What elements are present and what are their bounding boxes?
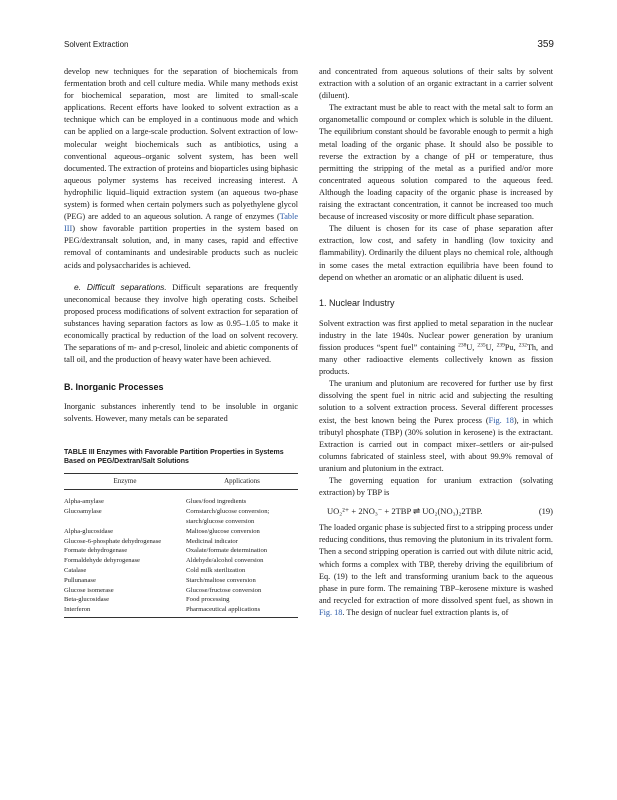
paragraph-text: develop new techniques for the separation of biochemicals from fermentation broth and cell culture media. While many methods exist for biochemical separation, most are limited to small-scale applications. Recent efforts have looked to solvent extraction as a technique which can be employed in a continuous mode and which can be applied on a large-scale production. Solvent extraction of low-molecular weight biochemicals such as antibiotics, using a conventional aqueous–organic solvent system, has been well documented. The extraction of proteins and bioparticles using biphasic aqueous polymer systems has received increasing interest. A hydrophilic liquid–liquid extraction system (an aqueous two-phase system) is formed when certain polymers such as polyethylene glycol (PEG) are added to an aqueous solution. A range of enzymes (	[64, 67, 298, 222]
table-cell: Catalase	[64, 566, 87, 574]
table-cell: Cold milk sterilization	[186, 566, 246, 574]
table-row	[64, 566, 298, 576]
isotope-symbol: U,	[466, 342, 478, 352]
paragraph: The governing equation for uranium extraction (solvating extraction) by TBP is	[319, 476, 553, 498]
subsection-heading: 1. Nuclear Industry	[319, 297, 395, 308]
table-cell: Alpha-glucosidase	[64, 527, 114, 535]
left-column	[64, 66, 298, 618]
table-cell: Food processing	[186, 596, 230, 604]
paragraph	[64, 281, 298, 367]
table-cell: Oxalate/formate determination	[186, 547, 268, 555]
paragraph-text: Th, and many other radioactive elements collectively known as fission products.	[319, 342, 553, 377]
table-cell: Glucose/fructose conversion	[186, 586, 262, 594]
table-row	[64, 586, 298, 596]
section-heading: B. Inorganic Processes	[64, 382, 164, 393]
paragraph	[319, 318, 553, 378]
paragraph-text: ), in which tributyl phosphate (TBP) (30% solution in kerosene) is the extractant. Extraction is carried out in compact mixer–settlers or air-pulsed columns fabricated of stainless steel, with about 99.9% removal of uranium and plutonium in the extract.	[319, 415, 553, 473]
equation-number: (19)	[538, 506, 553, 517]
fig-18-link[interactable]: Fig. 18	[319, 607, 343, 617]
table-cell: Starch/maltose conversion	[186, 576, 256, 584]
table-cell: Glucose isomerase	[64, 586, 114, 594]
paragraph: The diluent is chosen for its case of phase separation after extraction, low cost, and safety in handling (low toxicity and flammability). Ordinarily the diluent plays no chemical role, although in some cases the metal extraction equilibria have been found to depend on whether an aromatic or an aliphatic diluent is used.	[319, 224, 553, 282]
paragraph	[319, 522, 553, 619]
table-row	[64, 527, 298, 537]
paragraph: The extractant must be able to react with the metal salt to form an organometallic compound or complex which is soluble in the diluent. The equilibrium constant should be favorable enough to permit a high metal loading of the organic phase. It should also be possible to reverse the extraction by a change of pH or temperature, thus permitting the stripping of the metal as a purified and/or more concentrated aqueous solution compared to the aqueous feed. Although the loading capacity of the organic phase is increased by raising the extractant concentration, it cannot be increased too much because of increased viscosity or more difficult phase separation.	[319, 103, 553, 222]
table-header: Applications	[186, 473, 298, 490]
paragraph: Inorganic substances inherently tend to be insoluble in organic solvents. However, many metals can be separated	[64, 402, 298, 424]
paragraph-text: The loaded organic phase is subjected first to a stripping process under reducing conditions, thus removing the plutonium in its trivalent form. Then a second stripping operation is carried out with dilute nitric acid, which forms a complex with TBP, thereby driving the equilibrium of Eq. (19) to the left and transforming uranium back to the aqueous phase in pure form. The remaining TBP–kerosene mixture is washed and recycled for extraction of more dissolved spent fuel, as shown in	[319, 523, 553, 605]
table-cell: Beta-glucosidase	[64, 596, 110, 604]
table-row	[64, 537, 298, 547]
equation-text: UO₂²⁺ + 2NO₃⁻ + 2TBP ⇌ UO₂(NO₃)₂2TBP.	[327, 506, 483, 517]
page-number: 359	[537, 39, 554, 50]
table-cell: Formaldehyde dehyrogenase	[64, 557, 140, 565]
isotope-mass: 232	[518, 342, 527, 349]
isotope-mass: 239	[496, 342, 505, 349]
paragraph-text: Difficult separations are frequently uneconomical because they involve high operating costs. Scheibel proposed process modifications of solvent extraction for separation of substances having separation factors as low as 0.95–1.05 to make it economically practical by reduction of the load on solvent recovery. The separations of m- and p-cresol, linoleic and abietic components of tall oil, and the production of heavy water have been achieved.	[64, 282, 298, 365]
paragraph-text: . The design of nuclear fuel extraction plants is, of	[342, 607, 509, 617]
table-cell: Glucoamylase	[64, 508, 102, 516]
running-head	[64, 40, 554, 54]
table-row	[64, 576, 298, 586]
enzyme-table	[64, 473, 298, 618]
table-cell: Alpha-amylase	[64, 498, 104, 506]
paragraph-text: Solvent extraction was first applied to metal separation in the nuclear industry in the late 1940s. Nuclear power generation by uranium fission produces “spent fuel” containing	[319, 318, 553, 352]
table-cell: Formate dehydrogenase	[64, 547, 128, 555]
isotope-mass: 238	[458, 342, 467, 349]
table-cell: Maltose/glucose conversion	[186, 527, 260, 535]
paragraph-text: ) show favorable partition properties in the system based on PEG/dextransalt solution, and, in many cases, rapid and effective removal of contaminants and undesirable products such as nucleic acids and polysaccharides is achieved.	[64, 224, 298, 270]
isotope-symbol: U,	[485, 342, 497, 352]
table-cell: Cornstarch/glucose conversion; starch/glucose conversion	[186, 508, 270, 525]
right-column	[319, 66, 553, 619]
table-cell: Medicinal indicator	[186, 537, 238, 545]
table-row	[64, 595, 298, 605]
isotope-symbol: Pu,	[504, 342, 519, 352]
table-header: Enzyme	[64, 473, 186, 490]
table-row	[64, 556, 298, 566]
table-cell: Pharmaceutical applications	[186, 605, 298, 617]
equation-19	[327, 505, 553, 517]
paragraph-text: The uranium and plutonium are recovered for further use by first dissolving the spent fuel in nitric acid and subjecting the resulting solution to a solvent extraction process. Several different processes exist, the best known being the Purex process (	[319, 379, 553, 425]
running-title: Solvent Extraction	[64, 40, 129, 49]
table-iii-link[interactable]: Table III	[64, 212, 298, 234]
paragraph	[319, 378, 553, 475]
isotope-mass: 235	[477, 342, 486, 349]
table-cell: Aldehyde/alcohol conversion	[186, 557, 264, 565]
table-cell: Glucose-6-phosphate dehydrogenase	[64, 537, 162, 545]
fig-18-link[interactable]: Fig. 18	[488, 415, 514, 425]
table-row	[64, 490, 298, 507]
table-row	[64, 546, 298, 556]
table-caption: TABLE III Enzymes with Favorable Partition Properties in Systems Based on PEG/Dextran/Salt Solutions	[64, 448, 284, 466]
table-cell: Glues/food ingredients	[186, 498, 247, 506]
table-row	[64, 507, 298, 527]
paragraph: and concentrated from aqueous solutions of their salts by solvent extraction with a solution of an organic extractant in a carrier solvent (diluent).	[319, 67, 553, 101]
table-cell: Interferon	[64, 605, 186, 617]
table-cell: Pullunanase	[64, 576, 96, 584]
paragraph-heading: e. Difficult separations.	[74, 281, 167, 292]
table-row	[64, 605, 298, 617]
paragraph	[64, 66, 298, 272]
